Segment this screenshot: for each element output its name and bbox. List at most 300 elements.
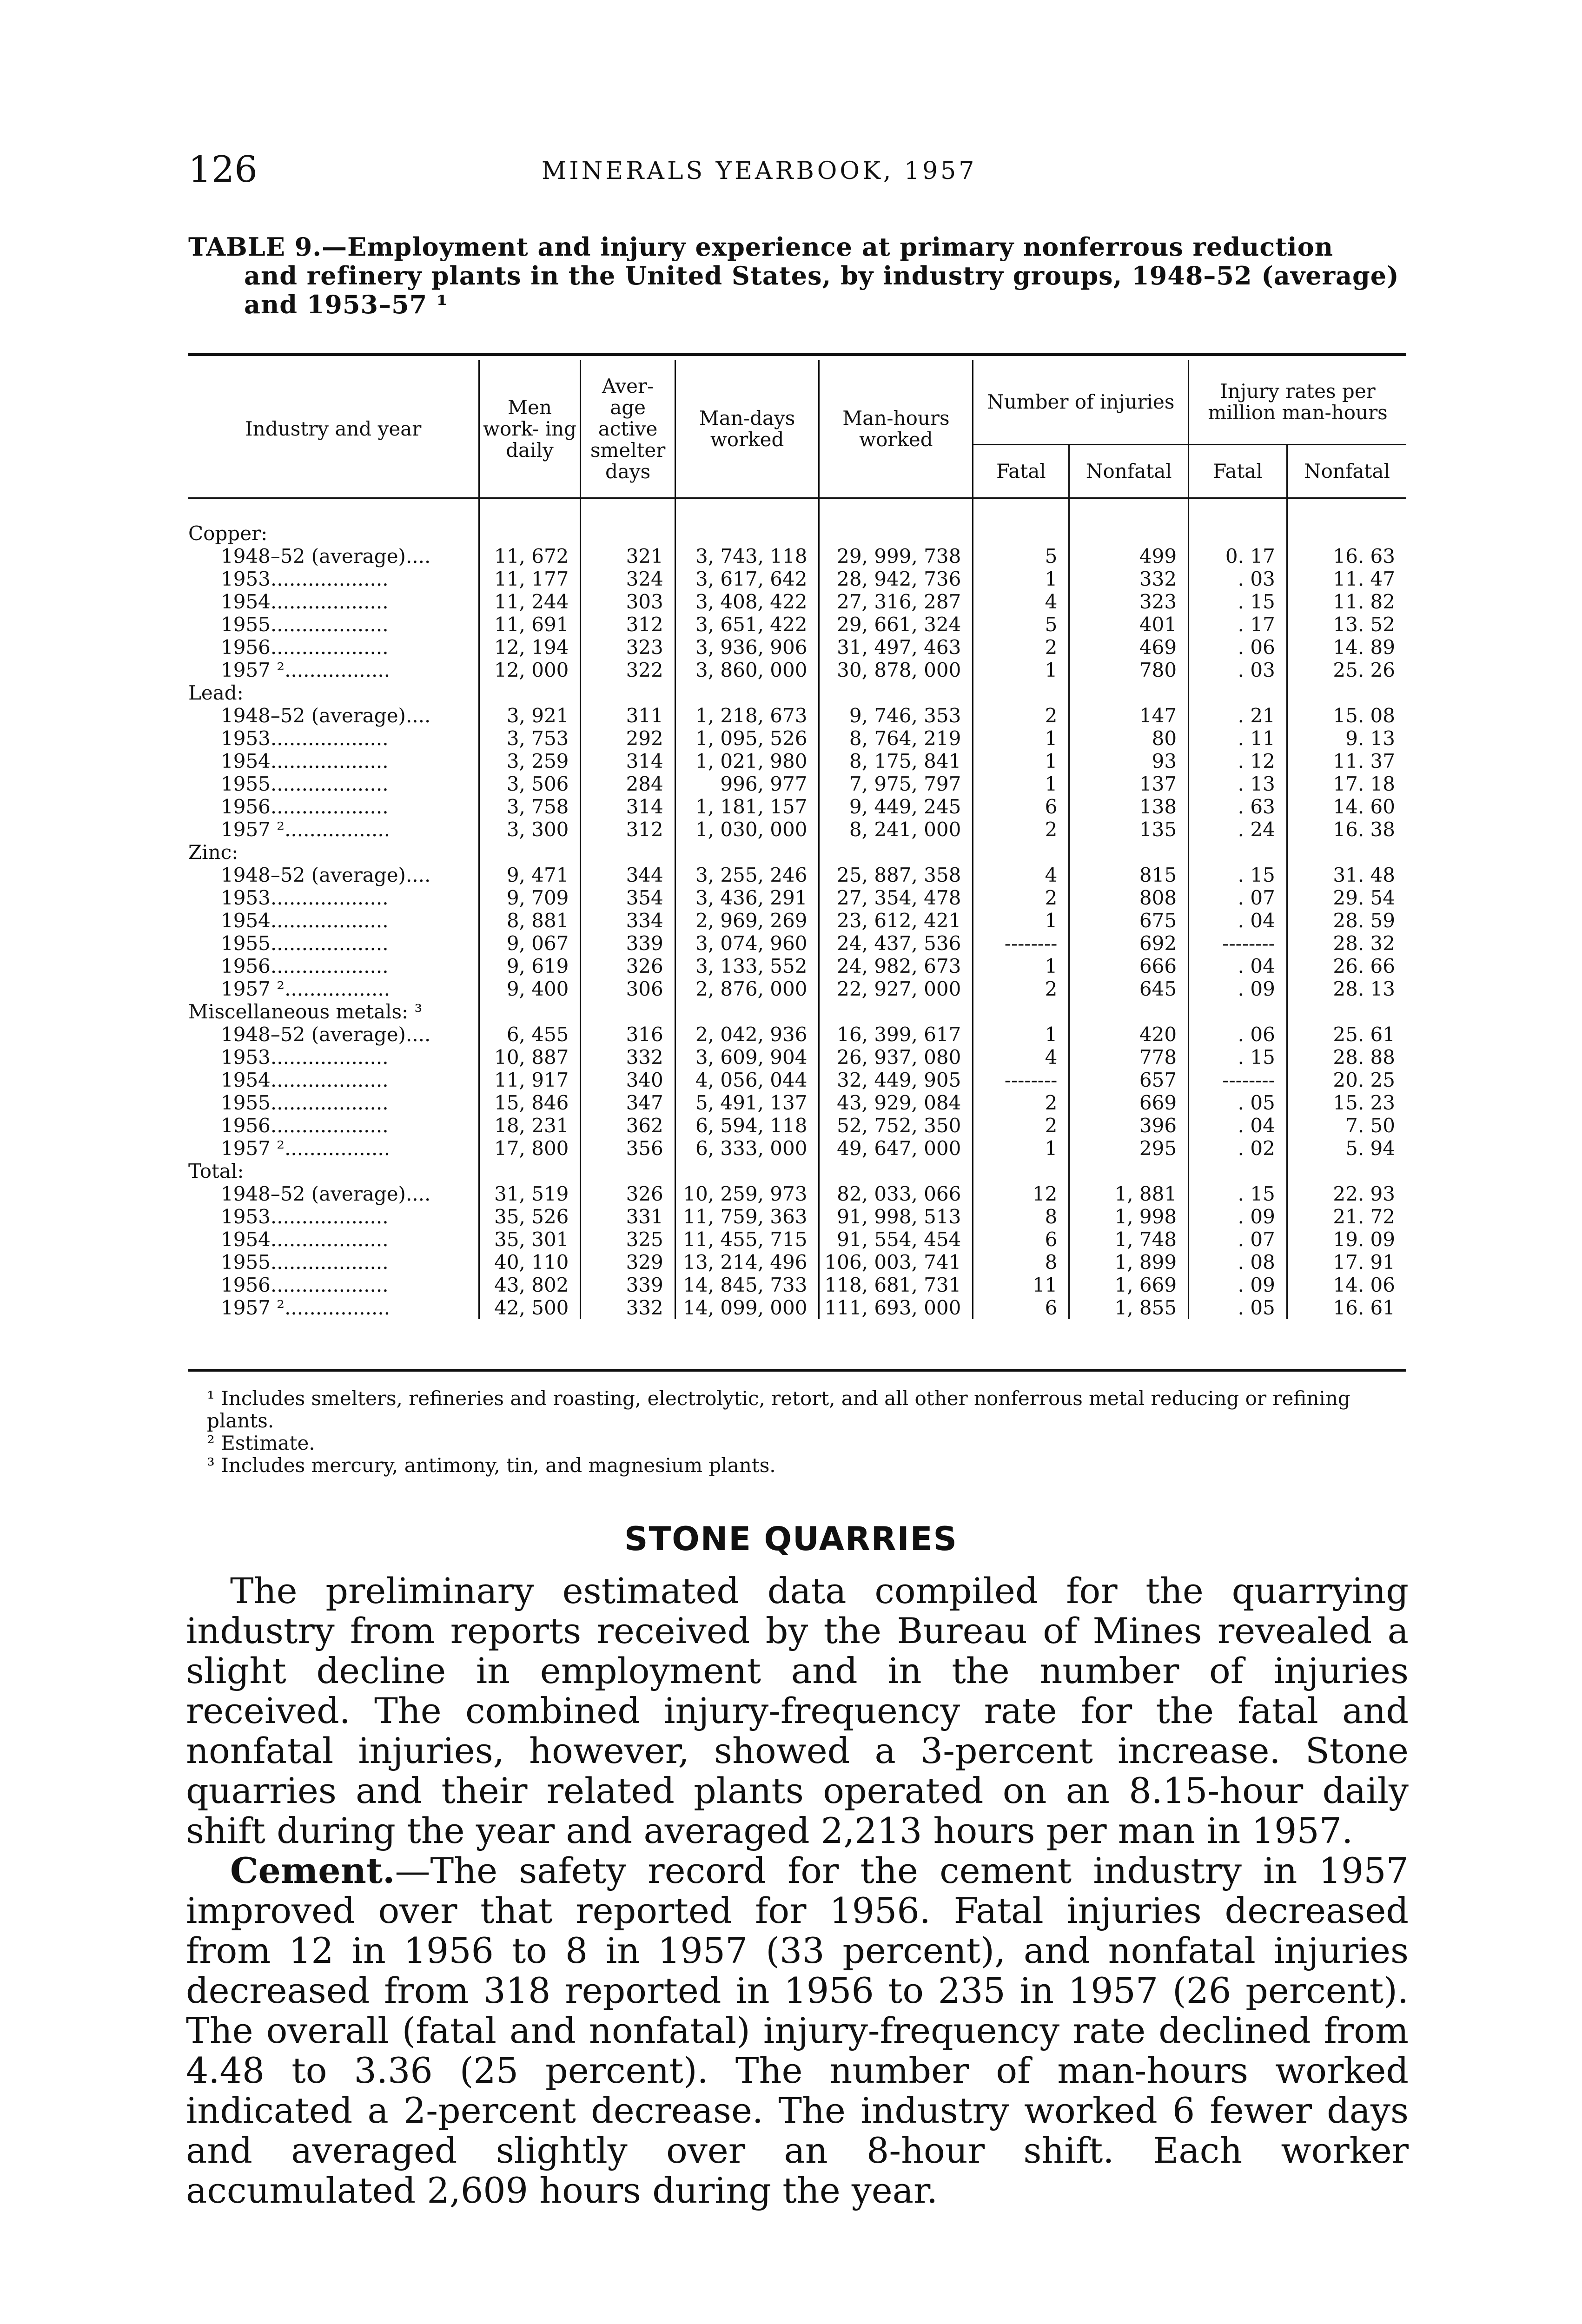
table-row (188, 750, 1406, 772)
year-cell (188, 818, 479, 841)
men-working-cell: 11, 177 (479, 568, 581, 590)
active-days-cell: 316 (581, 1023, 675, 1046)
paragraph: The preliminary estimated data compiled for the quarrying industry from reports received by the Bureau of Mines revealed a slight decline in employment and in the number of injuries received. The combined injury-frequency rate for the fatal and nonfatal injuries, however, showed a 3-percent increase. Stone quarries and their related plants operated on an 8.15-hour daily shift during the year and averaged 2,213 hours per man in 1957. (186, 1570, 1409, 1851)
dot-leader: ................. (285, 977, 391, 1000)
table-row (188, 1091, 1406, 1114)
men-working-cell: 11, 691 (479, 613, 581, 636)
nonfatal-cell: 657 (1069, 1069, 1189, 1091)
page-number: 126 (188, 149, 258, 191)
year-label: 1948–52 (average) (221, 1023, 406, 1046)
dot-leader: .... (405, 704, 431, 727)
year-label: 1954 (221, 1228, 271, 1251)
active-days-cell: 311 (581, 704, 675, 727)
group-label: Copper: (188, 522, 268, 545)
section-heading: STONE QUARRIES (624, 1520, 958, 1558)
active-days-cell: 332 (581, 1046, 675, 1069)
man-days-cell: 2, 876, 000 (675, 977, 819, 1000)
man-days-cell: 3, 436, 291 (675, 886, 819, 909)
year-cell (188, 727, 479, 750)
rate-nonfatal-cell: 19. 09 (1287, 1228, 1406, 1251)
man-hours-cell: 91, 998, 513 (819, 1205, 973, 1228)
rate-nonfatal-cell: 14. 60 (1287, 795, 1406, 818)
dot-leader: ................... (270, 886, 389, 909)
nonfatal-cell: 147 (1069, 704, 1189, 727)
man-hours-cell: 24, 437, 536 (819, 932, 973, 955)
man-days-cell: 13, 214, 496 (675, 1251, 819, 1274)
men-working-cell: 42, 500 (479, 1296, 581, 1319)
active-days-cell: 340 (581, 1069, 675, 1091)
table-row (188, 955, 1406, 977)
nonfatal-cell: 778 (1069, 1046, 1189, 1069)
paragraph-text: —The safety record for the cement industry in 1957 improved over that reported for 1956. Fatal injuries decreased from 12 in 1956 to 8 in 1957 (33 percent), and nonfatal injuries decreased from 318 reported in 1956 to 235 in 1957 (26 percent). The overall (fatal and nonfatal) injury-frequency rate declined from 4.48 to 3.36 (25 percent). The number of man-hours worked indicated a 2-percent decrease. The industry worked 6 fewer days and averaged slightly over an 8-hour shift. Each worker accumulated 2,609 hours during the year. (186, 1850, 1409, 2211)
year-label: 1953 (221, 1205, 271, 1228)
run-in-heading: Cement. (230, 1850, 395, 1891)
nonfatal-cell: 137 (1069, 772, 1189, 795)
men-working-cell: 17, 800 (479, 1137, 581, 1160)
body-text (186, 1571, 1409, 2211)
table-row (188, 1023, 1406, 1046)
year-label: 1948–52 (average) (221, 1182, 406, 1205)
active-days-cell: 292 (581, 727, 675, 750)
rate-nonfatal-cell: 20. 25 (1287, 1069, 1406, 1091)
rate-fatal-cell: . 24 (1189, 818, 1287, 841)
men-working-cell: 18, 231 (479, 1114, 581, 1137)
man-hours-cell: 29, 999, 738 (819, 545, 973, 568)
rate-nonfatal-cell: 11. 82 (1287, 590, 1406, 613)
nonfatal-cell: 669 (1069, 1091, 1189, 1114)
rate-fatal-cell: . 17 (1189, 613, 1287, 636)
table-caption-line: and 1953–57 ¹ (244, 290, 448, 319)
fatal-cell: 2 (973, 636, 1069, 659)
men-working-cell: 12, 000 (479, 659, 581, 681)
man-days-cell: 3, 255, 246 (675, 864, 819, 886)
year-cell (188, 886, 479, 909)
man-days-cell: 3, 609, 904 (675, 1046, 819, 1069)
rate-fatal-cell: . 12 (1189, 750, 1287, 772)
man-hours-cell: 29, 661, 324 (819, 613, 973, 636)
year-label: 1954 (221, 750, 271, 772)
men-working-cell: 11, 672 (479, 545, 581, 568)
men-working-cell: 3, 300 (479, 818, 581, 841)
man-days-cell: 5, 491, 137 (675, 1091, 819, 1114)
header-rate-nonfatal: Nonfatal (1287, 445, 1406, 498)
year-label: 1953 (221, 886, 271, 909)
fatal-cell: 1 (973, 568, 1069, 590)
man-days-cell: 4, 056, 044 (675, 1069, 819, 1091)
nonfatal-cell: 93 (1069, 750, 1189, 772)
nonfatal-cell: 1, 669 (1069, 1274, 1189, 1296)
fatal-cell: 6 (973, 795, 1069, 818)
dot-leader: ................... (270, 590, 389, 613)
active-days-cell: 347 (581, 1091, 675, 1114)
rate-fatal-cell: . 04 (1189, 955, 1287, 977)
nonfatal-cell: 1, 748 (1069, 1228, 1189, 1251)
table-row (188, 932, 1406, 955)
rate-fatal-cell: . 63 (1189, 795, 1287, 818)
fatal-cell: 8 (973, 1251, 1069, 1274)
table-row (188, 590, 1406, 613)
man-hours-cell: 9, 449, 245 (819, 795, 973, 818)
nonfatal-cell: 1, 998 (1069, 1205, 1189, 1228)
running-head (188, 149, 1397, 191)
nonfatal-cell: 469 (1069, 636, 1189, 659)
men-working-cell: 9, 400 (479, 977, 581, 1000)
man-hours-cell: 52, 752, 350 (819, 1114, 973, 1137)
rate-fatal-cell: . 03 (1189, 659, 1287, 681)
rate-fatal-cell: . 06 (1189, 1023, 1287, 1046)
man-days-cell: 3, 860, 000 (675, 659, 819, 681)
man-days-cell: 3, 408, 422 (675, 590, 819, 613)
man-days-cell: 11, 759, 363 (675, 1205, 819, 1228)
man-hours-cell: 24, 982, 673 (819, 955, 973, 977)
active-days-cell: 306 (581, 977, 675, 1000)
fatal-cell: 4 (973, 1046, 1069, 1069)
active-days-cell: 326 (581, 955, 675, 977)
table-row (188, 613, 1406, 636)
table-top-rule (188, 353, 1406, 356)
year-cell (188, 1182, 479, 1205)
rate-fatal-cell: . 15 (1189, 1046, 1287, 1069)
fatal-cell: 1 (973, 727, 1069, 750)
year-label: 1955 (221, 1091, 271, 1114)
rate-nonfatal-cell: 16. 61 (1287, 1296, 1406, 1319)
dot-leader: ................... (270, 1114, 389, 1137)
header-active-days: Aver- age active smelter days (581, 360, 675, 498)
running-title: MINERALS YEARBOOK, 1957 (542, 157, 977, 185)
man-days-cell: 3, 936, 906 (675, 636, 819, 659)
man-hours-cell: 91, 554, 454 (819, 1228, 973, 1251)
man-hours-cell: 8, 764, 219 (819, 727, 973, 750)
men-working-cell: 10, 887 (479, 1046, 581, 1069)
year-label: 1955 (221, 932, 271, 955)
year-label: 1953 (221, 727, 271, 750)
rate-fatal-cell: . 15 (1189, 1182, 1287, 1205)
nonfatal-cell: 396 (1069, 1114, 1189, 1137)
group-row (188, 681, 1406, 704)
rate-fatal-cell: . 05 (1189, 1091, 1287, 1114)
nonfatal-cell: 666 (1069, 955, 1189, 977)
fatal-cell: 8 (973, 1205, 1069, 1228)
men-working-cell: 8, 881 (479, 909, 581, 932)
table-row (188, 1069, 1406, 1091)
rate-nonfatal-cell: 11. 37 (1287, 750, 1406, 772)
men-working-cell: 6, 455 (479, 1023, 581, 1046)
active-days-cell: 332 (581, 1296, 675, 1319)
nonfatal-cell: 1, 899 (1069, 1251, 1189, 1274)
year-cell (188, 1137, 479, 1160)
year-label: 1957 ² (221, 818, 285, 841)
man-hours-cell: 9, 746, 353 (819, 704, 973, 727)
men-working-cell: 3, 753 (479, 727, 581, 750)
rate-nonfatal-cell: 25. 61 (1287, 1023, 1406, 1046)
fatal-cell: 1 (973, 955, 1069, 977)
table-row (188, 1182, 1406, 1205)
group-label: Lead: (188, 681, 244, 704)
dot-leader: ................... (270, 909, 389, 932)
nonfatal-cell: 80 (1069, 727, 1189, 750)
year-label: 1948–52 (average) (221, 704, 406, 727)
man-hours-cell: 106, 003, 741 (819, 1251, 973, 1274)
dot-leader: .... (405, 1182, 431, 1205)
man-hours-cell: 26, 937, 080 (819, 1046, 973, 1069)
man-days-cell: 3, 743, 118 (675, 545, 819, 568)
dot-leader: ................. (285, 1296, 391, 1319)
man-days-cell: 14, 099, 000 (675, 1296, 819, 1319)
dot-leader: ................... (270, 636, 389, 659)
rate-nonfatal-cell: 31. 48 (1287, 864, 1406, 886)
table-row (188, 818, 1406, 841)
dot-leader: ................. (285, 818, 391, 841)
year-cell (188, 1046, 479, 1069)
nonfatal-cell: 499 (1069, 545, 1189, 568)
man-days-cell: 6, 333, 000 (675, 1137, 819, 1160)
group-row (188, 522, 1406, 545)
men-working-cell: 3, 506 (479, 772, 581, 795)
nonfatal-cell: 780 (1069, 659, 1189, 681)
rate-nonfatal-cell: 11. 47 (1287, 568, 1406, 590)
man-hours-cell: 82, 033, 066 (819, 1182, 973, 1205)
fatal-cell: 5 (973, 613, 1069, 636)
table-row (188, 1251, 1406, 1274)
rate-fatal-cell: . 05 (1189, 1296, 1287, 1319)
rate-nonfatal-cell: 16. 63 (1287, 545, 1406, 568)
fatal-cell: -------- (973, 1069, 1069, 1091)
year-cell (188, 1069, 479, 1091)
man-days-cell: 2, 042, 936 (675, 1023, 819, 1046)
man-days-cell: 3, 651, 422 (675, 613, 819, 636)
active-days-cell: 323 (581, 636, 675, 659)
year-cell (188, 568, 479, 590)
year-label: 1956 (221, 1274, 271, 1296)
man-days-cell: 10, 259, 973 (675, 1182, 819, 1205)
man-hours-cell: 22, 927, 000 (819, 977, 973, 1000)
fatal-cell: 2 (973, 977, 1069, 1000)
rate-fatal-cell: . 08 (1189, 1251, 1287, 1274)
year-label: 1953 (221, 1046, 271, 1069)
rate-nonfatal-cell: 5. 94 (1287, 1137, 1406, 1160)
table-row (188, 1114, 1406, 1137)
rate-fatal-cell: . 04 (1189, 909, 1287, 932)
man-days-cell: 6, 594, 118 (675, 1114, 819, 1137)
men-working-cell: 12, 194 (479, 636, 581, 659)
dot-leader: ................... (270, 772, 389, 795)
rate-fatal-cell: . 09 (1189, 1205, 1287, 1228)
man-days-cell: 1, 218, 673 (675, 704, 819, 727)
table-row (188, 659, 1406, 681)
active-days-cell: 326 (581, 1182, 675, 1205)
man-hours-cell: 49, 647, 000 (819, 1137, 973, 1160)
dot-leader: ................... (270, 1205, 389, 1228)
year-label: 1957 ² (221, 659, 285, 681)
men-working-cell: 40, 110 (479, 1251, 581, 1274)
rate-fatal-cell: . 07 (1189, 886, 1287, 909)
man-days-cell: 2, 969, 269 (675, 909, 819, 932)
men-working-cell: 11, 244 (479, 590, 581, 613)
table-row (188, 1046, 1406, 1069)
dot-leader: ................... (270, 932, 389, 955)
man-hours-cell: 23, 612, 421 (819, 909, 973, 932)
year-cell (188, 545, 479, 568)
rate-fatal-cell: 0. 17 (1189, 545, 1287, 568)
rate-fatal-cell: -------- (1189, 932, 1287, 955)
rate-fatal-cell: . 09 (1189, 977, 1287, 1000)
paragraph (186, 1851, 1409, 2211)
rate-nonfatal-cell: 28. 59 (1287, 909, 1406, 932)
footnote: ² Estimate. (207, 1432, 315, 1454)
year-label: 1956 (221, 636, 271, 659)
nonfatal-cell: 815 (1069, 864, 1189, 886)
man-days-cell: 3, 133, 552 (675, 955, 819, 977)
active-days-cell: 321 (581, 545, 675, 568)
rate-nonfatal-cell: 14. 06 (1287, 1274, 1406, 1296)
dot-leader: ................... (270, 568, 389, 590)
rate-fatal-cell: . 11 (1189, 727, 1287, 750)
year-cell (188, 772, 479, 795)
fatal-cell: 1 (973, 750, 1069, 772)
year-cell (188, 704, 479, 727)
table-row (188, 568, 1406, 590)
header-rate-fatal: Fatal (1189, 445, 1287, 498)
rate-fatal-cell: . 06 (1189, 636, 1287, 659)
active-days-cell: 362 (581, 1114, 675, 1137)
year-label: 1955 (221, 613, 271, 636)
fatal-cell: 1 (973, 1023, 1069, 1046)
active-days-cell: 314 (581, 795, 675, 818)
year-label: 1957 ² (221, 977, 285, 1000)
man-hours-cell: 7, 975, 797 (819, 772, 973, 795)
spacer-row (188, 498, 1406, 522)
header-injury-rates: Injury rates per million man-hours (1189, 360, 1406, 445)
fatal-cell: 6 (973, 1296, 1069, 1319)
dot-leader: ................... (270, 613, 389, 636)
active-days-cell: 284 (581, 772, 675, 795)
year-label: 1956 (221, 1114, 271, 1137)
active-days-cell: 325 (581, 1228, 675, 1251)
year-cell (188, 1296, 479, 1319)
dot-leader: ................... (270, 1046, 389, 1069)
rate-nonfatal-cell: 28. 32 (1287, 932, 1406, 955)
dot-leader: .... (405, 864, 431, 886)
fatal-cell: 1 (973, 909, 1069, 932)
table-row (188, 886, 1406, 909)
man-days-cell: 11, 455, 715 (675, 1228, 819, 1251)
fatal-cell: 6 (973, 1228, 1069, 1251)
table-row (188, 1228, 1406, 1251)
year-cell (188, 659, 479, 681)
year-cell (188, 977, 479, 1000)
group-row (188, 841, 1406, 864)
active-days-cell: 344 (581, 864, 675, 886)
fatal-cell: 11 (973, 1274, 1069, 1296)
nonfatal-cell: 332 (1069, 568, 1189, 590)
man-days-cell: 3, 074, 960 (675, 932, 819, 955)
year-cell (188, 955, 479, 977)
man-hours-cell: 31, 497, 463 (819, 636, 973, 659)
nonfatal-cell: 138 (1069, 795, 1189, 818)
dot-leader: ................... (270, 1091, 389, 1114)
year-cell (188, 932, 479, 955)
rate-nonfatal-cell: 17. 91 (1287, 1251, 1406, 1274)
men-working-cell: 3, 259 (479, 750, 581, 772)
table-body (188, 498, 1406, 1320)
active-days-cell: 322 (581, 659, 675, 681)
dot-leader: ................... (270, 750, 389, 772)
men-working-cell: 35, 526 (479, 1205, 581, 1228)
active-days-cell: 324 (581, 568, 675, 590)
year-cell (188, 636, 479, 659)
men-working-cell: 43, 802 (479, 1274, 581, 1296)
rate-nonfatal-cell: 25. 26 (1287, 659, 1406, 681)
fatal-cell: -------- (973, 932, 1069, 955)
group-row (188, 1000, 1406, 1023)
dot-leader: ................... (270, 955, 389, 977)
rate-nonfatal-cell: 14. 89 (1287, 636, 1406, 659)
dot-leader: ................... (270, 1274, 389, 1296)
active-days-cell: 334 (581, 909, 675, 932)
fatal-cell: 5 (973, 545, 1069, 568)
header-fatal: Fatal (973, 445, 1069, 498)
fatal-cell: 1 (973, 1137, 1069, 1160)
year-label: 1956 (221, 955, 271, 977)
table-row (188, 909, 1406, 932)
dot-leader: ................... (270, 727, 389, 750)
active-days-cell: 331 (581, 1205, 675, 1228)
men-working-cell: 35, 301 (479, 1228, 581, 1251)
table-row (188, 795, 1406, 818)
man-hours-cell: 118, 681, 731 (819, 1274, 973, 1296)
table-row (188, 864, 1406, 886)
nonfatal-cell: 808 (1069, 886, 1189, 909)
dot-leader: ................... (270, 1228, 389, 1251)
year-cell (188, 864, 479, 886)
nonfatal-cell: 645 (1069, 977, 1189, 1000)
fatal-cell: 1 (973, 659, 1069, 681)
table-row (188, 1296, 1406, 1319)
rate-nonfatal-cell: 13. 52 (1287, 613, 1406, 636)
table-footnotes (188, 1387, 1406, 1477)
man-days-cell: 3, 617, 642 (675, 568, 819, 590)
table-row (188, 977, 1406, 1000)
man-hours-cell: 32, 449, 905 (819, 1069, 973, 1091)
year-label: 1948–52 (average) (221, 545, 406, 568)
active-days-cell: 314 (581, 750, 675, 772)
men-working-cell: 9, 471 (479, 864, 581, 886)
table-row (188, 636, 1406, 659)
dot-leader: ................... (270, 795, 389, 818)
man-hours-cell: 27, 316, 287 (819, 590, 973, 613)
rate-nonfatal-cell: 21. 72 (1287, 1205, 1406, 1228)
men-working-cell: 3, 921 (479, 704, 581, 727)
employment-injury-table (188, 360, 1406, 1319)
table-caption-line: and refinery plants in the United States, by industry groups, 1948–52 (average) (244, 261, 1399, 290)
nonfatal-cell: 1, 855 (1069, 1296, 1189, 1319)
rate-nonfatal-cell: 17. 18 (1287, 772, 1406, 795)
table-caption (188, 232, 1416, 319)
man-hours-cell: 30, 878, 000 (819, 659, 973, 681)
man-days-cell: 1, 030, 000 (675, 818, 819, 841)
year-label: 1957 ² (221, 1296, 285, 1319)
table-row (188, 772, 1406, 795)
group-label: Zinc: (188, 841, 238, 864)
footnote: ¹ Includes smelters, refineries and roasting, electrolytic, retort, and all other nonferrous metal reducing or refining plants. (207, 1387, 1350, 1432)
dot-leader: .... (405, 545, 431, 568)
fatal-cell: 2 (973, 886, 1069, 909)
rate-fatal-cell: -------- (1189, 1069, 1287, 1091)
men-working-cell: 9, 619 (479, 955, 581, 977)
men-working-cell: 3, 758 (479, 795, 581, 818)
active-days-cell: 354 (581, 886, 675, 909)
nonfatal-cell: 401 (1069, 613, 1189, 636)
